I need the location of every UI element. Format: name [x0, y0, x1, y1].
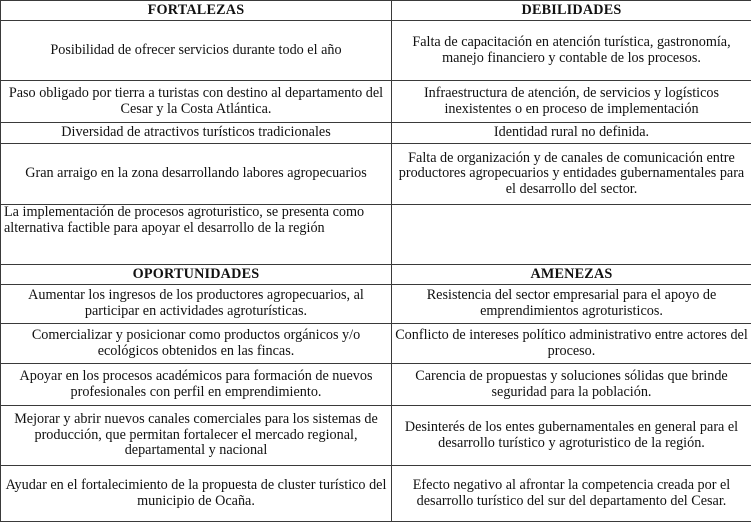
- header-oportunidades: OPORTUNIDADES: [1, 265, 392, 285]
- header-fortalezas: FORTALEZAS: [1, 1, 392, 21]
- weakness-cell: Identidad rural no definida.: [392, 123, 751, 144]
- strength-cell: La implementación de procesos agroturistico, se presenta como alternativa factible para apoyar el desarrollo de la región: [1, 205, 392, 265]
- opportunity-cell: Apoyar en los procesos académicos para formación de nuevos profesionales con perfil en emprendimiento.: [1, 364, 392, 406]
- table-row: [1, 406, 751, 466]
- threat-cell: Carencia de propuestas y soluciones sólidas que brinde seguridad para la población.: [392, 364, 751, 406]
- opportunity-cell: Ayudar en el fortalecimiento de la propuesta de cluster turístico del municipio de Ocaña.: [1, 466, 392, 522]
- opportunity-cell: Mejorar y abrir nuevos canales comerciales para los sistemas de producción, que permitan fortalecer el mercado regional, departamental y nacional: [1, 406, 392, 466]
- header-debilidades: DEBILIDADES: [392, 1, 751, 21]
- table-row: [1, 205, 751, 265]
- opportunity-cell: Aumentar los ingresos de los productores agropecuarios, al participar en actividades agroturísticas.: [1, 285, 392, 324]
- table-row: [1, 81, 751, 123]
- weakness-cell: Infraestructura de atención, de servicios y logísticos inexistentes o en proceso de implementación: [392, 81, 751, 123]
- threat-cell: Conflicto de intereses político administrativo entre actores del proceso.: [392, 324, 751, 364]
- table-row: [1, 21, 751, 81]
- table-row: [1, 144, 751, 205]
- weakness-cell: Falta de organización y de canales de comunicación entre productores agropecuarios y entidades gubernamentales para el desarrollo del sector.: [392, 144, 751, 205]
- header-amenezas: AMENEZAS: [392, 265, 751, 285]
- header-row-opportunities-threats: [1, 265, 751, 285]
- strength-cell: Posibilidad de ofrecer servicios durante todo el año: [1, 21, 392, 81]
- strength-cell: Diversidad de atractivos turísticos tradicionales: [1, 123, 392, 144]
- header-row-strengths-weaknesses: [1, 1, 751, 21]
- threat-cell: Efecto negativo al afrontar la competencia creada por el desarrollo turístico del sur del departamento del Cesar.: [392, 466, 751, 522]
- table-row: [1, 364, 751, 406]
- table-row: [1, 466, 751, 522]
- weakness-cell-empty: [392, 205, 751, 265]
- opportunity-cell: Comercializar y posicionar como productos orgánicos y/o ecológicos obtenidos en las fincas.: [1, 324, 392, 364]
- table-row: [1, 285, 751, 324]
- strength-cell: Paso obligado por tierra a turistas con destino al departamento del Cesar y la Costa Atlántica.: [1, 81, 392, 123]
- threat-cell: Resistencia del sector empresarial para el apoyo de emprendimientos agroturisticos.: [392, 285, 751, 324]
- table-row: [1, 324, 751, 364]
- weakness-cell: Falta de capacitación en atención turística, gastronomía, manejo financiero y contable de los procesos.: [392, 21, 751, 81]
- table-row: [1, 123, 751, 144]
- threat-cell: Desinterés de los entes gubernamentales en general para el desarrollo turístico y agroturistico de la región.: [392, 406, 751, 466]
- strength-cell: Gran arraigo en la zona desarrollando labores agropecuarios: [1, 144, 392, 205]
